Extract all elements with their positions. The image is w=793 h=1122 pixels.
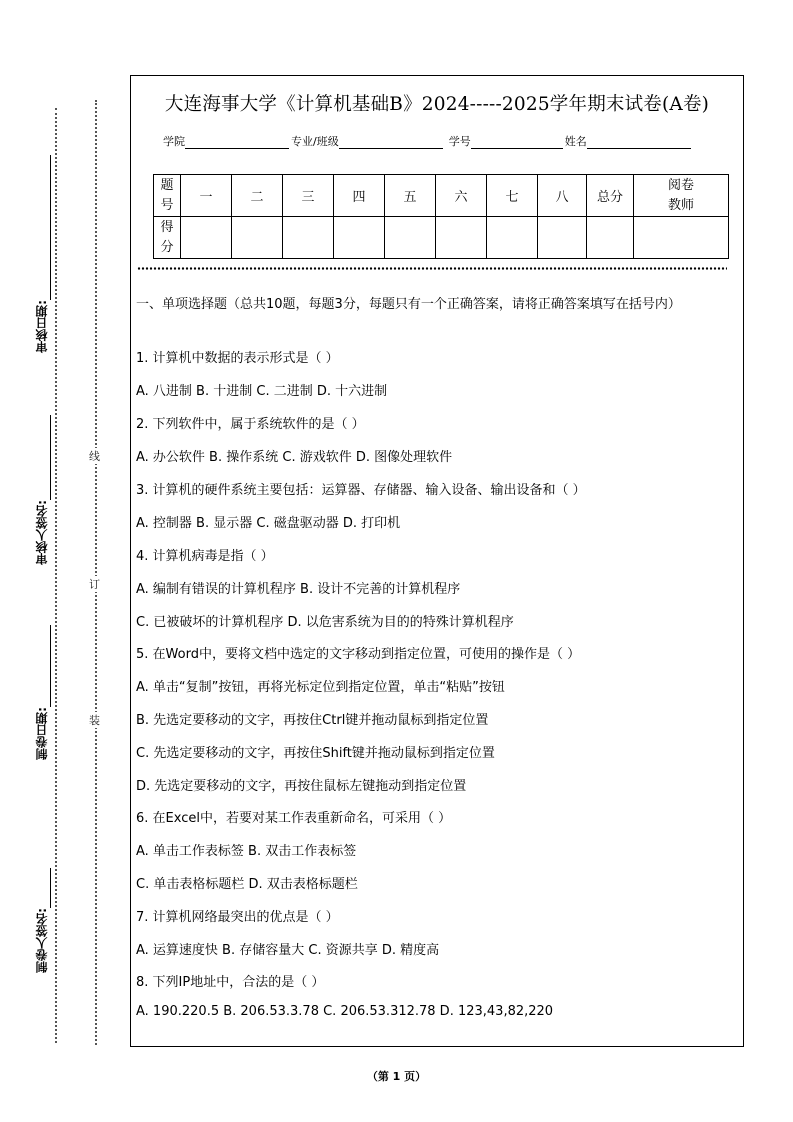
paper-date-label: 制卷日期: xyxy=(35,707,49,760)
score-col-4: 四 xyxy=(334,175,385,217)
score-col-7: 七 xyxy=(487,175,538,217)
reviewer-signature-field[interactable] xyxy=(32,415,51,565)
score-col-grader: 阅卷 教师 xyxy=(634,175,729,217)
question-4-options-ab: A. 编制有错误的计算机程序 B. 设计不完善的计算机程序 xyxy=(136,582,461,597)
name-label: 姓名 xyxy=(564,135,587,148)
score-cell-5[interactable] xyxy=(385,217,436,259)
review-date-underline xyxy=(50,155,51,300)
page-number: （第 1 页） xyxy=(366,1070,427,1083)
question-5-option-a: A. 单击“复制”按钮，再将光标定位到指定位置，单击“粘贴”按钮 xyxy=(136,680,505,695)
paper-author-signature-underline xyxy=(50,868,51,908)
score-cell-grader[interactable] xyxy=(634,217,729,259)
exam-frame xyxy=(130,75,744,1047)
binding-dotted-line-inner xyxy=(95,100,97,1045)
review-date-label: 审核日期: xyxy=(35,300,49,353)
college-input[interactable] xyxy=(185,136,289,149)
question-5-option-b: B. 先选定要移动的文字，再按住Ctrl键并拖动鼠标到指定位置 xyxy=(136,713,489,728)
score-cell-6[interactable] xyxy=(436,217,487,259)
score-table-row-header: 题 号 xyxy=(154,175,181,217)
student-id-label: 学号 xyxy=(448,135,471,148)
question-7: 7. 计算机网络最突出的优点是（ ） xyxy=(136,910,339,925)
review-date-field[interactable] xyxy=(32,155,51,353)
score-cell-7[interactable] xyxy=(487,217,538,259)
question-4: 4. 计算机病毒是指（ ） xyxy=(136,549,274,564)
question-6-options-ab: A. 单击工作表标签 B. 双击工作表标签 xyxy=(136,844,357,859)
major-class-label: 专业/班级 xyxy=(291,135,339,148)
question-5: 5. 在Word中，要将文档中选定的文字移动到指定位置，可使用的操作是（ ） xyxy=(136,647,581,662)
paper-date-underline xyxy=(50,625,51,707)
question-2-options: A. 办公软件 B. 操作系统 C. 游戏软件 D. 图像处理软件 xyxy=(136,450,453,465)
score-col-3: 三 xyxy=(283,175,334,217)
student-id-input[interactable] xyxy=(471,136,563,149)
binding-char-zhuang: 装 xyxy=(89,714,100,727)
college-label: 学院 xyxy=(163,135,185,148)
binding-dotted-line-outer xyxy=(55,108,57,1043)
reviewer-signature-label: 审核人签名: xyxy=(35,500,49,565)
score-cell-4[interactable] xyxy=(334,217,385,259)
binding-char-ding: 订 xyxy=(89,578,100,591)
score-col-total: 总分 xyxy=(587,175,634,217)
binding-char-xian: 线 xyxy=(89,450,100,463)
score-col-2: 二 xyxy=(232,175,283,217)
student-info-row xyxy=(163,133,693,149)
question-7-options: A. 运算速度快 B. 存储容量大 C. 资源共享 D. 精度高 xyxy=(136,943,440,958)
question-8: 8. 下列IP地址中，合法的是（ ） xyxy=(136,975,325,990)
reviewer-signature-underline xyxy=(50,415,51,500)
question-2: 2. 下列软件中，属于系统软件的是（ ） xyxy=(136,417,365,432)
score-cell-2[interactable] xyxy=(232,217,283,259)
question-1-options: A. 八进制 B. 十进制 C. 二进制 D. 十六进制 xyxy=(136,384,388,399)
score-col-6: 六 xyxy=(436,175,487,217)
score-table xyxy=(153,174,729,259)
question-4-options-cd: C. 已被破坏的计算机程序 D. 以危害系统为目的的特殊计算机程序 xyxy=(136,615,514,630)
question-5-option-d: D. 先选定要移动的文字，再按住鼠标左键拖动到指定位置 xyxy=(136,779,467,794)
score-cell-8[interactable] xyxy=(538,217,587,259)
question-6-options-cd: C. 单击表格标题栏 D. 双击表格标题栏 xyxy=(136,877,358,892)
question-3-options: A. 控制器 B. 显示器 C. 磁盘驱动器 D. 打印机 xyxy=(136,516,401,531)
major-class-input[interactable] xyxy=(339,136,443,149)
paper-date-field[interactable] xyxy=(32,625,51,760)
question-3: 3. 计算机的硬件系统主要包括：运算器、存储器、输入设备、输出设备和（ ） xyxy=(136,483,586,498)
score-table-row-score: 得 分 xyxy=(154,217,181,259)
exam-title: 大连海事大学《计算机基础B》2024-----2025学年期末试卷(A卷) xyxy=(164,94,710,115)
paper-author-signature-field[interactable] xyxy=(32,868,51,973)
paper-author-signature-label: 制卷人签名: xyxy=(35,908,49,973)
name-input[interactable] xyxy=(587,136,691,149)
question-6: 6. 在Excel中，若要对某工作表重新命名，可采用（ ） xyxy=(136,811,452,826)
question-5-option-c: C. 先选定要移动的文字，再按住Shift键并拖动鼠标到指定位置 xyxy=(136,746,495,761)
section1-heading: 一、单项选择题（总共10题，每题3分，每题只有一个正确答案，请将正确答案填写在括号内） xyxy=(136,297,681,312)
dotted-separator xyxy=(137,267,727,270)
question-1: 1. 计算机中数据的表示形式是（ ） xyxy=(136,351,339,366)
score-cell-3[interactable] xyxy=(283,217,334,259)
score-cell-1[interactable] xyxy=(181,217,232,259)
score-cell-total[interactable] xyxy=(587,217,634,259)
score-col-8: 八 xyxy=(538,175,587,217)
question-8-options: A. 190.220.5 B. 206.53.3.78 C. 206.53.312.78 D. 123,43,82,220 xyxy=(136,1004,554,1019)
score-col-5: 五 xyxy=(385,175,436,217)
score-col-1: 一 xyxy=(181,175,232,217)
